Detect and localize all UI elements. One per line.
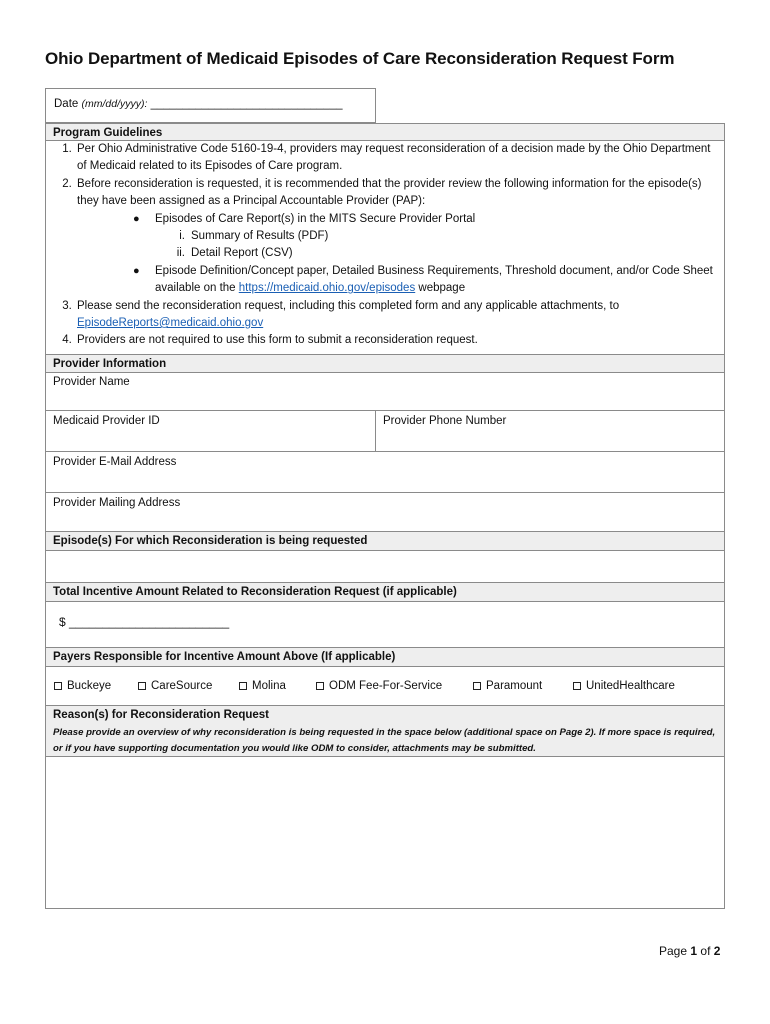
checkbox-icon[interactable] <box>573 682 581 690</box>
page-number: Page 1 of 2 <box>659 944 721 958</box>
provider-id-phone-row <box>46 411 724 452</box>
payer-option-molina[interactable]: Molina <box>239 680 316 692</box>
provider-email-label: Provider E-Mail Address <box>53 456 177 468</box>
reasons-header-row <box>46 706 724 757</box>
reasons-header: Reason(s) for Reconsideration Request <box>53 709 269 721</box>
payers-header: Payers Responsible for Incentive Amount Above (If applicable) <box>53 651 396 663</box>
episodes-header: Episode(s) For which Reconsideration is being requested <box>53 535 368 547</box>
guideline-bullet: ● Episodes of Care Report(s) in the MITS Secure Provider Portal i. Summary of Results (PDF) ii. Detail Report (CSV) <box>153 211 718 263</box>
episode-reports-email-link[interactable]: EpisodeReports@medicaid.ohio.gov <box>77 317 264 330</box>
provider-phone-label: Provider Phone Number <box>383 415 507 427</box>
medicaid-provider-id-label: Medicaid Provider ID <box>53 415 160 427</box>
provider-address-label: Provider Mailing Address <box>53 497 181 509</box>
form-table <box>45 123 725 909</box>
reasons-field[interactable] <box>46 757 724 908</box>
incentive-amount-field[interactable] <box>46 602 724 648</box>
episodes-header-row <box>46 532 724 551</box>
date-format: (mm/dd/yyyy): <box>81 98 148 110</box>
guideline-item: 4. Providers are not required to use this form to submit a reconsideration request. <box>75 332 718 349</box>
provider-phone-field[interactable] <box>376 411 724 451</box>
payer-option-paramount[interactable]: Paramount <box>473 680 573 692</box>
guidelines-body <box>46 141 724 355</box>
incentive-amount: $ ________________________ <box>59 615 230 629</box>
checkbox-icon[interactable] <box>473 682 481 690</box>
bullet-icon: ● <box>133 264 140 277</box>
guideline-bullets <box>77 211 718 298</box>
episodes-field[interactable] <box>46 551 724 583</box>
guidelines-list <box>53 141 718 350</box>
payers-options <box>46 667 724 706</box>
provider-header-row <box>46 355 724 373</box>
guidelines-header: Program Guidelines <box>53 127 163 139</box>
guideline-item: 2. Before reconsideration is requested, it is recommended that the provider review the following information for the episode(s) they have been assigned as a Principal Accountable Provider (PAP): ● Episodes of Care Report(s) in the MITS Secure Provider Portal i. Summary of Results (PDF) ii. Detail Report (CSV) ● Episode Definition/Concept paper, Detailed Business Requirements, Threshold document, and/or Code Sheet available on the https://medicaid.ohio.gov/episodes webpage <box>75 176 718 298</box>
payers-header-row <box>46 648 724 667</box>
guideline-item: 3. Please send the reconsideration request, including this completed form and any applicable attachments, to EpisodeReports@medicaid.ohio.gov <box>75 298 718 333</box>
provider-email-field[interactable] <box>46 452 724 493</box>
incentive-header-row <box>46 583 724 602</box>
provider-name-label: Provider Name <box>53 376 130 388</box>
medicaid-provider-id-field[interactable] <box>46 411 376 451</box>
payer-option-caresource[interactable]: CareSource <box>138 680 239 692</box>
payer-option-buckeye[interactable]: Buckeye <box>54 680 138 692</box>
episodes-webpage-link[interactable]: https://medicaid.ohio.gov/episodes <box>238 282 416 295</box>
checkbox-icon[interactable] <box>54 682 62 690</box>
date-field[interactable] <box>45 88 376 123</box>
guideline-subitem: i. Summary of Results (PDF) <box>179 230 329 243</box>
checkbox-icon[interactable] <box>138 682 146 690</box>
checkbox-icon[interactable] <box>239 682 247 690</box>
incentive-header: Total Incentive Amount Related to Reconsideration Request (if applicable) <box>53 586 457 598</box>
date-line: ______________________________ <box>150 98 343 110</box>
payer-option-odm-ffs[interactable]: ODM Fee-For-Service <box>316 680 473 692</box>
provider-name-field[interactable] <box>46 373 724 411</box>
guideline-subitems <box>155 228 718 263</box>
guideline-bullet: ● Episode Definition/Concept paper, Detailed Business Requirements, Threshold document, and/or Code Sheet available on the https://medicaid.ohio.gov/episodes webpage <box>133 264 713 295</box>
provider-address-field[interactable] <box>46 493 724 532</box>
checkbox-icon[interactable] <box>316 682 324 690</box>
guideline-item: 1. Per Ohio Administrative Code 5160-19-4, providers may request reconsideration of a decision made by the Ohio Department of Medicaid related to its Episodes of Care program. <box>75 141 718 176</box>
provider-header: Provider Information <box>53 358 167 370</box>
payer-option-unitedhealthcare[interactable]: UnitedHealthcare <box>573 680 675 692</box>
page-title: Ohio Department of Medicaid Episodes of Care Reconsideration Request Form <box>45 49 675 68</box>
guidelines-header-row <box>46 124 724 141</box>
date-label: Date <box>54 98 79 110</box>
reasons-note: Please provide an overview of why reconsideration is being requested in the space below (additional space on Page 2). If more space is required, or if you have supporting documentation you would like ODM to consider, attachments may be submitted. <box>53 727 716 754</box>
bullet-icon: ● <box>133 212 140 225</box>
guideline-subitem: ii. Detail Report (CSV) <box>176 247 293 260</box>
